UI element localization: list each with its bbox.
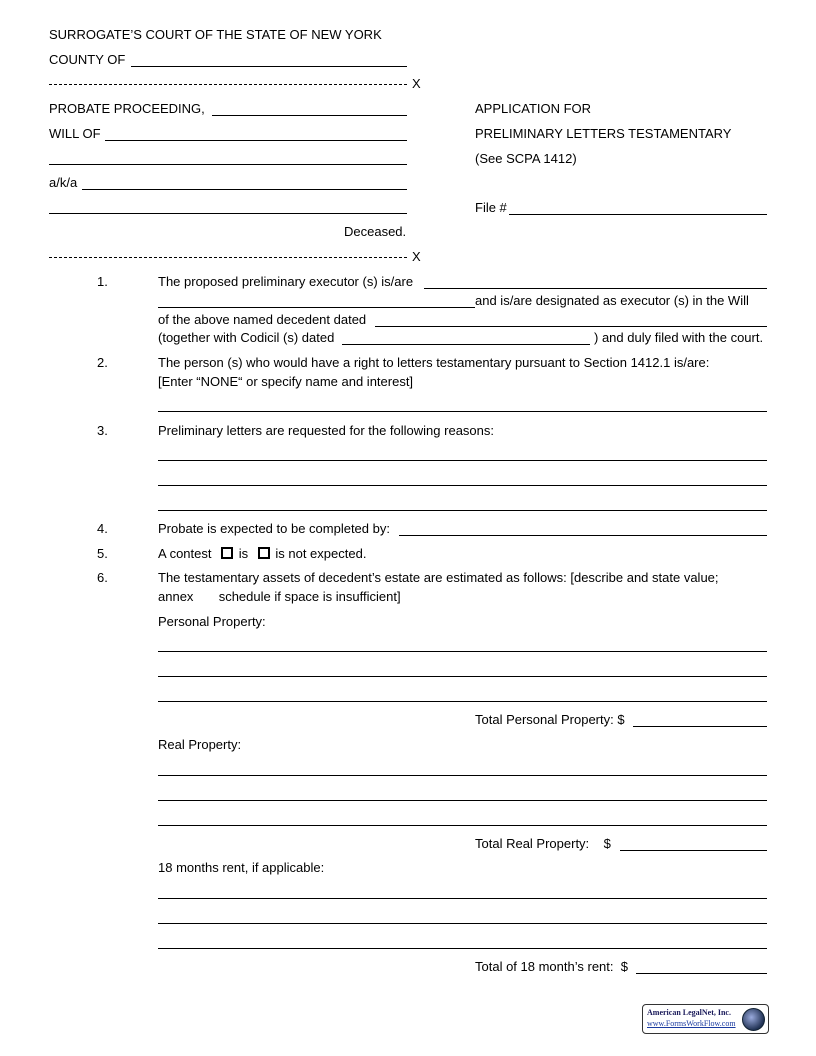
item-3-number: 3. [97, 423, 108, 438]
contest-is-checkbox[interactable] [221, 547, 233, 559]
total-rent-field[interactable] [636, 973, 767, 974]
item-2-text-a: The person (s) who would have a right to letters testamentary pursuant to Section 1412.1 is/are: [158, 355, 710, 370]
aka-label: a/k/a [49, 175, 78, 190]
aka-field[interactable] [82, 189, 407, 190]
reasons-field-2[interactable] [158, 485, 767, 486]
file-number-label: File # [475, 200, 507, 215]
item-1-text-e: ) and duly filed with the court. [594, 330, 764, 345]
county-field[interactable] [131, 66, 407, 67]
rent-field-1[interactable] [158, 898, 767, 899]
doc-title-line3: (See SCPA 1412) [475, 151, 577, 166]
rent-field-3[interactable] [158, 948, 767, 949]
item-6-number: 6. [97, 570, 108, 585]
item-5-text-b: is [238, 546, 249, 561]
county-label: COUNTY OF [49, 52, 126, 67]
codicil-date-field[interactable] [342, 344, 590, 345]
personal-property-field-1[interactable] [158, 651, 767, 652]
executor-name-field[interactable] [424, 288, 767, 289]
item-3-text: Preliminary letters are requested for the following reasons: [158, 423, 494, 438]
globe-icon [742, 1008, 765, 1031]
personal-property-label: Personal Property: [158, 614, 266, 629]
persons-entitled-field[interactable] [158, 411, 767, 412]
reasons-field-1[interactable] [158, 460, 767, 461]
total-personal-field[interactable] [633, 726, 767, 727]
proceeding-label: PROBATE PROCEEDING, [49, 101, 205, 116]
total-real-label: Total Real Property: $ [475, 836, 611, 851]
contest-is-not-checkbox[interactable] [258, 547, 270, 559]
file-number-field[interactable] [509, 214, 767, 215]
personal-property-field-3[interactable] [158, 701, 767, 702]
doc-title-line2: PRELIMINARY LETTERS TESTAMENTARY [475, 126, 732, 141]
item-1-number: 1. [97, 274, 108, 289]
reasons-field-3[interactable] [158, 510, 767, 511]
item-4-number: 4. [97, 521, 108, 536]
real-property-label: Real Property: [158, 737, 242, 752]
aka-field-2[interactable] [49, 213, 407, 214]
rent-field-2[interactable] [158, 923, 767, 924]
item-6-text-a: The testamentary assets of decedent’s estate are estimated as follows: [describe and state value; [158, 570, 719, 585]
item-5-text-a: A contest [158, 546, 212, 561]
personal-property-field-2[interactable] [158, 676, 767, 677]
item-1-text-a: The proposed preliminary executor (s) is/are [158, 274, 414, 289]
completion-date-field[interactable] [399, 535, 767, 536]
decedent-name-field-2[interactable] [49, 164, 407, 165]
deceased-label: Deceased. [344, 224, 407, 239]
item-5-row [158, 546, 366, 562]
rent-label: 18 months rent, if applicable: [158, 860, 325, 875]
will-date-field[interactable] [375, 326, 767, 327]
will-of-field[interactable] [105, 140, 407, 141]
total-personal-label: Total Personal Property: $ [475, 712, 625, 727]
caption-x-top: X [412, 76, 421, 91]
will-of-label: WILL OF [49, 126, 101, 141]
real-property-field-3[interactable] [158, 825, 767, 826]
item-6-text-b: annex schedule if space is insufficient] [158, 589, 401, 604]
item-5-number: 5. [97, 546, 108, 561]
item-1-text-d: (together with Codicil (s) dated [158, 330, 335, 345]
item-1-text-b: and is/are designated as executor (s) in the Will [475, 293, 749, 308]
logo-url[interactable]: www.FormsWorkFlow.com [647, 1019, 736, 1028]
item-1-text-c: of the above named decedent dated [158, 312, 367, 327]
real-property-field-2[interactable] [158, 800, 767, 801]
logo-name: American LegalNet, Inc. [647, 1008, 731, 1017]
executor-name-field-2[interactable] [158, 307, 475, 308]
real-property-field-1[interactable] [158, 775, 767, 776]
caption-x-bottom: X [412, 249, 421, 264]
doc-title-line1: APPLICATION FOR [475, 101, 592, 116]
caption-divider-top [49, 84, 407, 85]
proceeding-field[interactable] [212, 115, 407, 116]
item-4-text: Probate is expected to be completed by: [158, 521, 390, 536]
total-rent-label: Total of 18 month’s rent: $ [475, 959, 628, 974]
total-real-field[interactable] [620, 850, 767, 851]
american-legalnet-logo[interactable] [642, 1004, 769, 1034]
item-2-number: 2. [97, 355, 108, 370]
court-title: SURROGATE’S COURT OF THE STATE OF NEW YORK [49, 27, 382, 42]
item-5-text-c: is not expected. [275, 546, 367, 561]
caption-divider-bottom [49, 257, 407, 258]
item-2-text-b: [Enter “NONE“ or specify name and interest] [158, 374, 414, 389]
